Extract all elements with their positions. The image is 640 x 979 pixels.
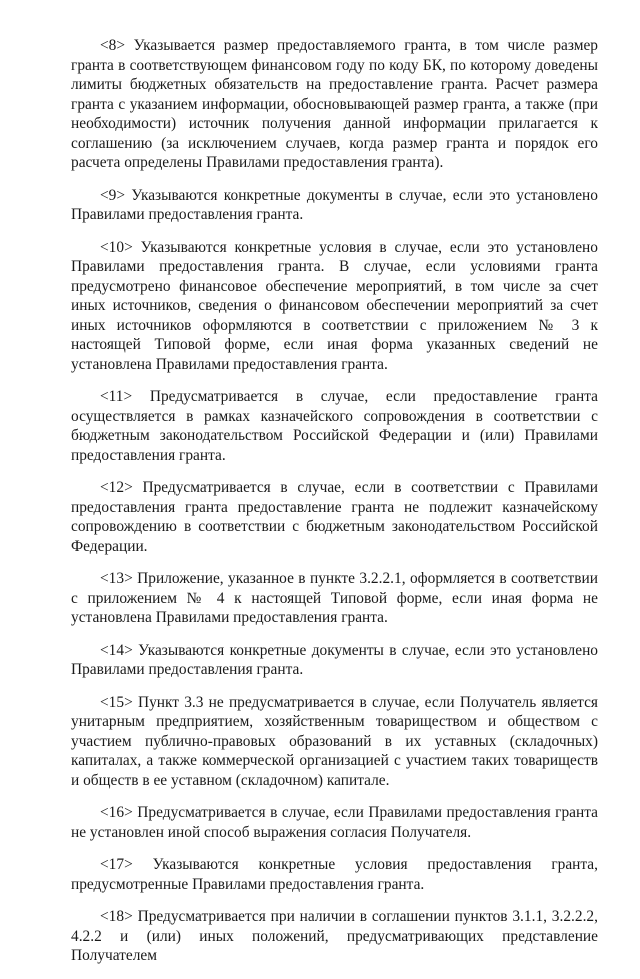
footnote-text: Пункт 3.3 не предусматривается в случае, если Получатель является унитарным предприятием, хозяйственным товариществом и обществом с участием публично-правовых образований в их уставных (складочных) капиталах, а также коммерческой организацией с участием таких товариществ и обществ в ее уставном (складочном) капитале. xyxy=(71,693,598,789)
footnote-marker: <15> xyxy=(100,693,133,711)
footnote-17 xyxy=(71,855,598,894)
footnote-text: Предусматривается в случае, если Правилами предоставления гранта не установлен иной способ выражения согласия Получателя. xyxy=(71,804,598,841)
footnote-text: Указываются конкретные документы в случае, если это установлено Правилами предоставления гранта. xyxy=(71,186,598,223)
footnote-11 xyxy=(71,387,598,465)
footnote-12 xyxy=(71,478,598,556)
footnote-15 xyxy=(71,693,598,791)
footnote-marker: <11> xyxy=(100,388,133,405)
footnote-18 xyxy=(71,907,598,966)
footnote-text: Предусматривается в случае, если предоставление гранта осуществляется в рамках казначейского сопровождения в соответствии с бюджетным законодательством Российской Федерации и (или) Правилами предоставления гранта. xyxy=(71,388,598,464)
footnote-text: Указываются конкретные документы в случае, если это установлено Правилами предоставления гранта. xyxy=(71,641,598,678)
footnote-9 xyxy=(71,186,598,225)
footnote-text: Приложение, указанное в пункте 3.2.2.1, оформляется в соответствии с приложением № 4 к настоящей Типовой форме, если иная форма не установлена Правилами предоставления гранта. xyxy=(71,570,598,626)
footnote-16 xyxy=(71,803,598,842)
footnote-marker: <18> xyxy=(100,908,133,925)
document-page xyxy=(71,36,598,979)
footnote-text: Указываются конкретные условия в случае, если это установлено Правилами предоставления гранта. В случае, если условиями гранта предусмотрено финансовое обеспечение мероприятий, в том числе за счет иных источников, сведения о финансовом обеспечении мероприятий за счет иных источников оформляются в соответствии с приложением № 3 к настоящей Типовой форме, если иная форма указанных сведений не установлена Правилами предоставления гранта. xyxy=(71,238,598,373)
footnote-marker: <9> xyxy=(100,186,126,204)
footnote-marker: <8> xyxy=(100,37,126,54)
footnote-text: Предусматривается в случае, если в соответствии с Правилами предоставления гранта предоставление гранта не подлежит казначейскому сопровождению в соответствии с бюджетным законодательством Российской Федерации. xyxy=(71,479,598,555)
footnote-10 xyxy=(71,238,598,375)
footnote-marker: <13> xyxy=(100,570,133,587)
footnote-marker: <12> xyxy=(100,479,133,496)
footnote-text: Указываются конкретные условия предоставления гранта, предусмотренные Правилами предоставления гранта. xyxy=(71,856,598,893)
footnote-marker: <14> xyxy=(100,641,133,659)
footnote-marker: <16> xyxy=(100,804,133,821)
footnote-14 xyxy=(71,641,598,680)
footnote-13 xyxy=(71,569,598,628)
footnote-marker: <17> xyxy=(100,856,133,873)
footnote-text: Указывается размер предоставляемого гранта, в том числе размер гранта в соответствующем финансовом году по коду БК, по которому доведены лимиты бюджетных обязательств на предоставление гранта. Расчет размера гранта с указанием информации, обосновывающей размер гранта, а также (при необходимости) источник получения данной информации прилагается к соглашению (за исключением случаев, когда размер гранта и порядок его расчета определены Правилами предоставления гранта). xyxy=(71,37,598,171)
footnote-text: Предусматривается при наличии в соглашении пунктов 3.1.1, 3.2.2.2, 4.2.2 и (или) иных положений, предусматривающих представление Получателем xyxy=(71,908,598,964)
footnote-marker: <10> xyxy=(100,238,133,256)
footnote-8 xyxy=(71,36,598,173)
